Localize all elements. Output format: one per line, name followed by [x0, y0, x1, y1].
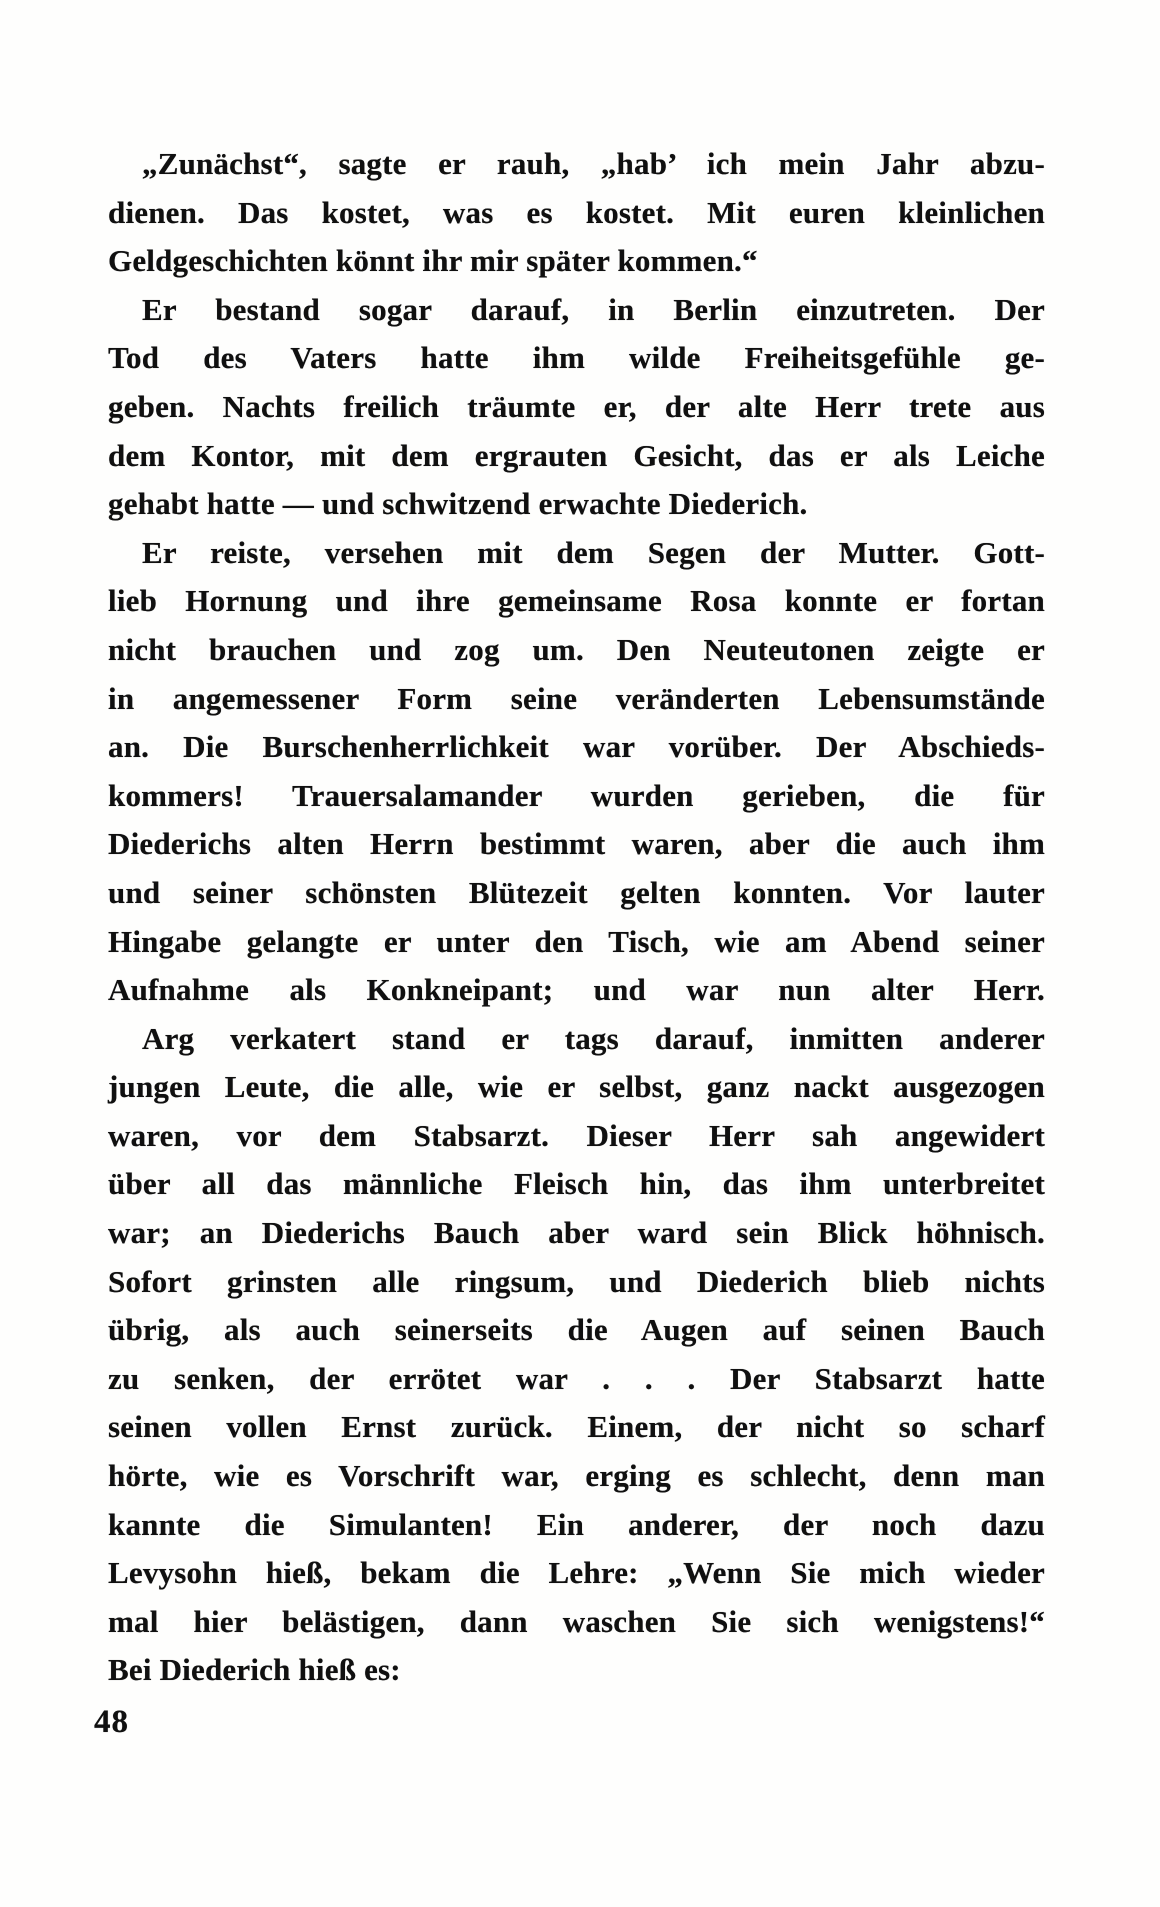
paragraph: [108, 529, 1045, 1015]
text-line: nicht brauchen und zog um. Den Neuteutonen zeigte er: [108, 631, 1045, 667]
text-line: Er bestand sogar darauf, in Berlin einzutreten. Der: [142, 291, 1045, 327]
text-line: an. Die Burschenherrlichkeit war vorüber. Der Abschieds-: [108, 729, 1045, 765]
paragraph: [108, 1015, 1045, 1695]
text-line: Hingabe gelangte er unter den Tisch, wie am Abend seiner: [108, 923, 1045, 959]
paragraph: [108, 140, 1045, 286]
text-line: hörte, wie es Vorschrift war, erging es schlecht, denn man: [108, 1458, 1045, 1494]
text-line: seinen vollen Ernst zurück. Einem, der nicht so scharf: [108, 1409, 1045, 1445]
text-line: lieb Hornung und ihre gemeinsame Rosa konnte er fortan: [108, 583, 1045, 619]
text-line: Tod des Vaters hatte ihm wilde Freiheitsgefühle ge-: [108, 340, 1045, 376]
text-line: Diederichs alten Herrn bestimmt waren, aber die auch ihm: [108, 826, 1045, 862]
text-line: mal hier belästigen, dann waschen Sie sich wenigstens!“: [108, 1603, 1045, 1639]
text-line: in angemessener Form seine veränderten Lebensumstände: [108, 680, 1045, 716]
text-line: jungen Leute, die alle, wie er selbst, ganz nackt ausgezogen: [108, 1069, 1045, 1105]
paragraph: [108, 286, 1045, 529]
page-text-block: [108, 140, 1045, 1695]
text-line: Sofort grinsten alle ringsum, und Diederich blieb nichts: [108, 1263, 1045, 1299]
text-line: war; an Diederichs Bauch aber ward sein Blick höhnisch.: [108, 1215, 1045, 1251]
text-line: und seiner schönsten Blütezeit gelten konnten. Vor lauter: [108, 874, 1045, 910]
text-line: Geldgeschichten könnt ihr mir später kommen.“: [108, 243, 758, 279]
text-line: Arg verkatert stand er tags darauf, inmitten anderer: [142, 1020, 1045, 1056]
text-line: geben. Nachts freilich träumte er, der alte Herr trete aus: [108, 388, 1045, 424]
text-line: übrig, als auch seinerseits die Augen auf seinen Bauch: [108, 1312, 1045, 1348]
text-line: zu senken, der errötet war . . . Der Stabsarzt hatte: [108, 1360, 1045, 1396]
text-line: Levysohn hieß, bekam die Lehre: „Wenn Sie mich wieder: [108, 1555, 1045, 1591]
text-line: kommers! Trauersalamander wurden gerieben, die für: [108, 777, 1045, 813]
text-line: dem Kontor, mit dem ergrauten Gesicht, das er als Leiche: [108, 437, 1045, 473]
text-line: „Zunächst“, sagte er rauh, „hab’ ich mein Jahr abzu-: [142, 146, 1045, 181]
page-number: 48: [94, 1704, 129, 1740]
text-line: gehabt hatte — und schwitzend erwachte Diederich.: [108, 486, 808, 522]
text-line: über all das männliche Fleisch hin, das ihm unterbreitet: [108, 1166, 1045, 1202]
text-line: Aufnahme als Konkneipant; und war nun alter Herr.: [108, 972, 1045, 1008]
text-line: kannte die Simulanten! Ein anderer, der noch dazu: [108, 1506, 1045, 1542]
text-line: Bei Diederich hieß es:: [108, 1652, 401, 1688]
text-line: dienen. Das kostet, was es kostet. Mit euren kleinlichen: [108, 194, 1045, 230]
text-line: Er reiste, versehen mit dem Segen der Mutter. Gott-: [142, 534, 1045, 570]
text-line: waren, vor dem Stabsarzt. Dieser Herr sah angewidert: [108, 1117, 1045, 1153]
